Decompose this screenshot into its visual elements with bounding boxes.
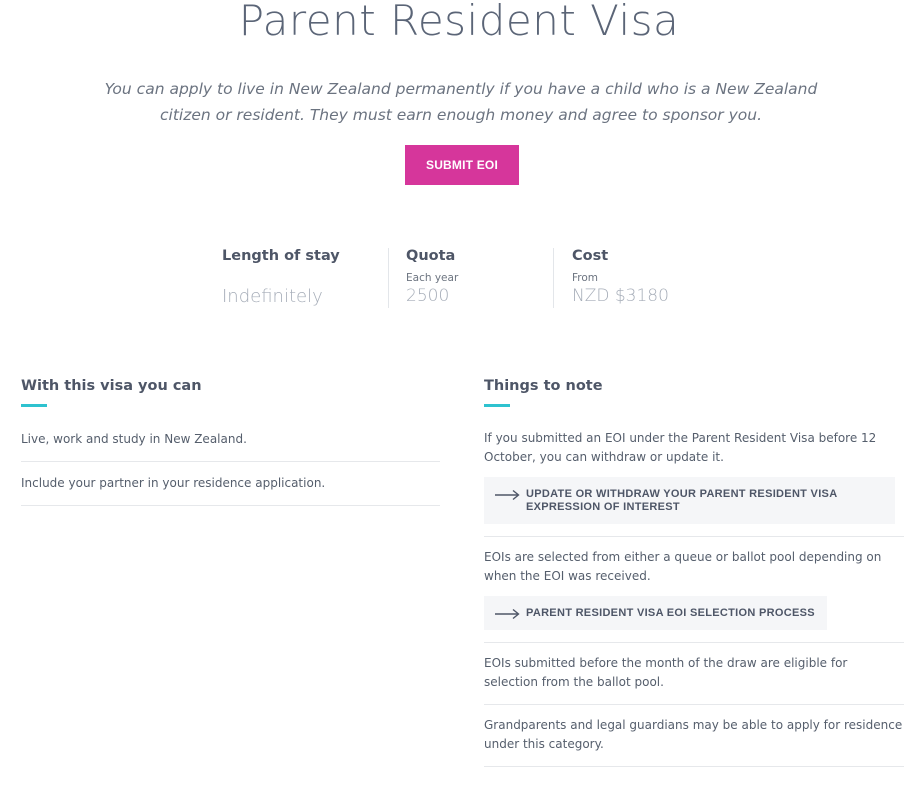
- notes-list: [484, 418, 904, 767]
- eoi-selection-process-link[interactable]: [484, 596, 827, 630]
- note-item: [484, 705, 904, 767]
- page-title: Parent Resident Visa: [238, 0, 680, 45]
- stat-divider: [553, 248, 554, 308]
- benefits-list: [21, 418, 440, 506]
- heading-underline: [21, 404, 47, 407]
- arrow-right-icon: [494, 489, 520, 501]
- note-text: Grandparents and legal guardians may be able to apply for residence under this category.: [484, 718, 903, 751]
- stat-length-of-stay: [222, 246, 382, 310]
- stat-cost: [572, 246, 732, 310]
- intro-text: You can apply to live in New Zealand permanently if you have a child who is a New Zealand citizen or resident. They must earn enough money and agree to sponsor you.: [104, 80, 818, 124]
- stat-value: Indefinitely: [222, 286, 323, 307]
- link-label: UPDATE OR WITHDRAW YOUR PARENT RESIDENT VISA EXPRESSION OF INTEREST: [526, 488, 838, 513]
- stat-sub-label: From: [572, 272, 599, 284]
- note-item: [484, 418, 904, 537]
- update-withdraw-eoi-link[interactable]: [484, 477, 895, 524]
- heading-underline: [484, 404, 510, 407]
- submit-eoi-button[interactable]: SUBMIT EOI: [405, 145, 519, 185]
- note-text: EOIs submitted before the month of the draw are eligible for selection from the ballot pool.: [484, 656, 848, 689]
- stat-quota: [406, 246, 546, 310]
- stat-value: 2500: [406, 286, 450, 306]
- section-heading: Things to note: [484, 378, 603, 394]
- stat-divider: [388, 248, 389, 308]
- stat-label: Quota: [406, 248, 456, 264]
- section-heading: With this visa you can: [21, 378, 202, 394]
- note-item: [484, 537, 904, 643]
- note-text: If you submitted an EOI under the Parent Resident Visa before 12 October, you can withdraw or update it.: [484, 431, 877, 464]
- link-label: PARENT RESIDENT VISA EOI SELECTION PROCESS: [526, 607, 815, 619]
- visa-benefits-section: [21, 378, 440, 506]
- note-text: EOIs are selected from either a queue or ballot pool depending on when the EOI was received.: [484, 550, 882, 583]
- stat-label: Length of stay: [222, 248, 340, 264]
- visa-stats: [0, 246, 918, 316]
- stat-value: NZD $3180: [572, 286, 669, 306]
- note-item: [484, 643, 904, 705]
- stat-label: Cost: [572, 248, 609, 264]
- things-to-note-section: [484, 378, 904, 767]
- stat-sub-label: Each year: [406, 272, 459, 284]
- list-item: Include your partner in your residence application.: [21, 462, 440, 506]
- list-item: Live, work and study in New Zealand.: [21, 418, 440, 462]
- arrow-right-icon: [494, 608, 520, 620]
